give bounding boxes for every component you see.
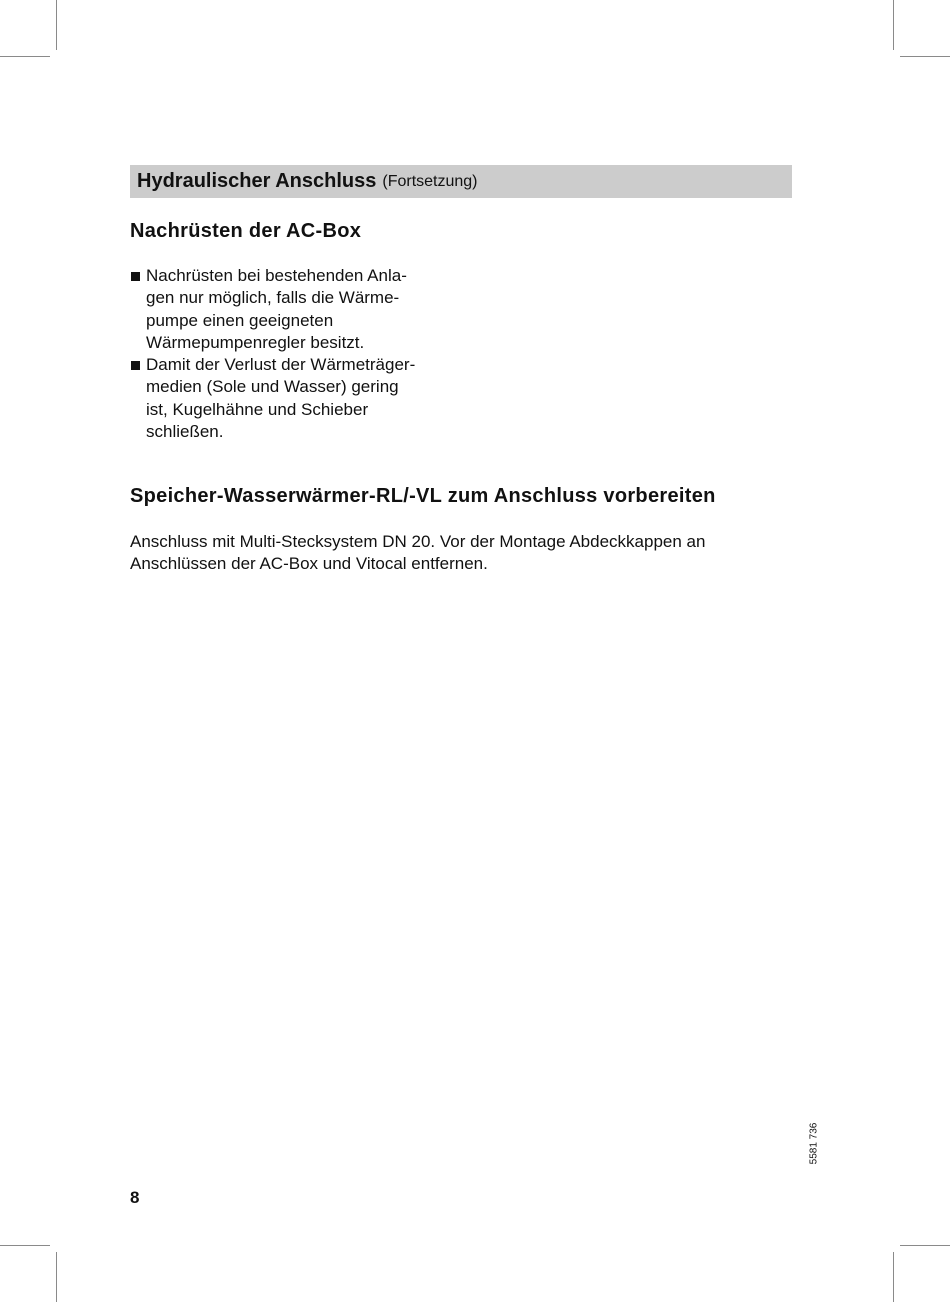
section-header-bar <box>130 165 792 198</box>
crop-mark-top-left-horizontal <box>0 56 50 57</box>
section-title: Hydraulischer Anschluss <box>137 170 377 192</box>
crop-mark-top-right-horizontal <box>900 56 950 57</box>
crop-mark-top-right-vertical <box>893 0 894 50</box>
page-number: 8 <box>130 1188 140 1207</box>
heading-speicher: Speicher-Wasserwärmer-RL/-VL zum Anschluss vorbereiten <box>130 485 716 507</box>
crop-mark-top-left-vertical <box>56 0 57 50</box>
bullet-line: gen nur möglich, falls die Wärme- <box>146 288 400 308</box>
crop-mark-bottom-right-horizontal <box>900 1245 950 1246</box>
crop-mark-bottom-left-horizontal <box>0 1245 50 1246</box>
bullet-item <box>130 265 450 354</box>
document-number: 5581 736 <box>808 1122 820 1165</box>
square-bullet-icon <box>131 272 140 281</box>
section-subtitle: (Fortsetzung) <box>382 172 478 190</box>
paragraph-line: Anschlüssen der AC-Box und Vitocal entfernen. <box>130 554 488 574</box>
bullet-line: Wärmepumpenregler besitzt. <box>146 332 365 352</box>
bullet-line: medien (Sole und Wasser) gering <box>146 377 399 397</box>
bullet-line: Damit der Verlust der Wärmeträger- <box>146 355 416 375</box>
paragraph-anschluss <box>130 531 705 576</box>
bullet-line: schließen. <box>146 422 224 442</box>
crop-mark-bottom-right-vertical <box>893 1252 894 1302</box>
heading-nachruesten: Nachrüsten der AC-Box <box>130 220 362 242</box>
bullet-line: pumpe einen geeigneten <box>146 310 334 330</box>
paragraph-line: Anschluss mit Multi-Stecksystem DN 20. Vor der Montage Abdeckkappen an <box>130 532 706 551</box>
bullet-item <box>130 354 450 443</box>
bullet-line: ist, Kugelhähne und Schieber <box>146 399 369 419</box>
bullet-list <box>130 265 450 443</box>
square-bullet-icon <box>131 361 140 370</box>
crop-mark-bottom-left-vertical <box>56 1252 57 1302</box>
bullet-line: Nachrüsten bei bestehenden Anla- <box>146 266 407 285</box>
